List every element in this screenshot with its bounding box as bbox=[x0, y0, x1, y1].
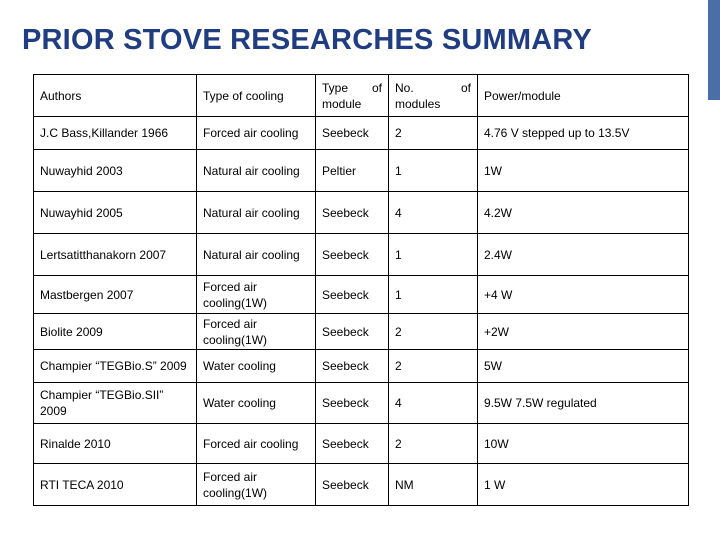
table-row bbox=[34, 383, 689, 424]
cell-module: Peltier bbox=[316, 150, 389, 192]
cell-power: 5W bbox=[478, 350, 689, 383]
cell-modules: 2 bbox=[389, 424, 478, 464]
cell-cooling: Forced air cooling bbox=[197, 424, 316, 464]
cell-cooling: Natural air cooling bbox=[197, 150, 316, 192]
table-row bbox=[34, 314, 689, 350]
summary-table bbox=[33, 74, 689, 506]
table-row bbox=[34, 464, 689, 506]
cell-module: Seebeck bbox=[316, 464, 389, 506]
cell-modules: 2 bbox=[389, 314, 478, 350]
cell-authors: J.C Bass,Killander 1966 bbox=[34, 117, 197, 150]
cell-cooling: Forced air cooling(1W) bbox=[197, 314, 316, 350]
header-cooling: Type of cooling bbox=[197, 75, 316, 117]
accent-bar bbox=[708, 0, 720, 100]
cell-cooling: Water cooling bbox=[197, 350, 316, 383]
cell-power: +4 W bbox=[478, 276, 689, 314]
cell-cooling: Natural air cooling bbox=[197, 192, 316, 234]
header-modules-line1: No. of bbox=[395, 80, 471, 95]
table-body bbox=[34, 117, 689, 506]
header-power: Power/module bbox=[478, 75, 689, 117]
table-row bbox=[34, 350, 689, 383]
header-module bbox=[316, 75, 389, 117]
cell-power: 1W bbox=[478, 150, 689, 192]
table-row bbox=[34, 117, 689, 150]
cell-modules: 1 bbox=[389, 234, 478, 276]
cell-authors: Nuwayhid 2005 bbox=[34, 192, 197, 234]
cell-cooling: Forced air cooling(1W) bbox=[197, 276, 316, 314]
header-modules bbox=[389, 75, 478, 117]
cell-authors: Champier “TEGBio.SII” 2009 bbox=[34, 383, 197, 424]
cell-power: 4.76 V stepped up to 13.5V bbox=[478, 117, 689, 150]
table-row bbox=[34, 276, 689, 314]
cell-modules: 4 bbox=[389, 383, 478, 424]
cell-module: Seebeck bbox=[316, 350, 389, 383]
cell-module: Seebeck bbox=[316, 383, 389, 424]
cell-modules: 1 bbox=[389, 150, 478, 192]
header-module-line2: module bbox=[322, 96, 362, 111]
cell-module: Seebeck bbox=[316, 314, 389, 350]
cell-modules: 2 bbox=[389, 350, 478, 383]
cell-module: Seebeck bbox=[316, 234, 389, 276]
header-modules-line2: modules bbox=[395, 96, 441, 111]
cell-authors: Nuwayhid 2003 bbox=[34, 150, 197, 192]
cell-authors: Lertsatitthanakorn 2007 bbox=[34, 234, 197, 276]
table-row bbox=[34, 424, 689, 464]
cell-power: 10W bbox=[478, 424, 689, 464]
cell-modules: 4 bbox=[389, 192, 478, 234]
cell-authors: Mastbergen 2007 bbox=[34, 276, 197, 314]
cell-power: +2W bbox=[478, 314, 689, 350]
header-module-line1: Type of bbox=[322, 80, 382, 95]
table-row bbox=[34, 150, 689, 192]
header-authors: Authors bbox=[34, 75, 197, 117]
cell-authors: Biolite 2009 bbox=[34, 314, 197, 350]
cell-authors: Rinalde 2010 bbox=[34, 424, 197, 464]
cell-cooling: Forced air cooling bbox=[197, 117, 316, 150]
cell-cooling: Water cooling bbox=[197, 383, 316, 424]
cell-modules: 2 bbox=[389, 117, 478, 150]
table-header-row bbox=[34, 75, 689, 117]
cell-module: Seebeck bbox=[316, 276, 389, 314]
table-row bbox=[34, 234, 689, 276]
cell-power: 9.5W 7.5W regulated bbox=[478, 383, 689, 424]
cell-module: Seebeck bbox=[316, 424, 389, 464]
table-row bbox=[34, 192, 689, 234]
slide-title: PRIOR STOVE RESEARCHES SUMMARY bbox=[22, 24, 592, 56]
cell-cooling: Forced air cooling(1W) bbox=[197, 464, 316, 506]
cell-module: Seebeck bbox=[316, 117, 389, 150]
cell-modules: NM bbox=[389, 464, 478, 506]
cell-power: 1 W bbox=[478, 464, 689, 506]
cell-power: 2.4W bbox=[478, 234, 689, 276]
cell-authors: RTI TECA 2010 bbox=[34, 464, 197, 506]
cell-authors: Champier “TEGBio.S” 2009 bbox=[34, 350, 197, 383]
cell-module: Seebeck bbox=[316, 192, 389, 234]
cell-modules: 1 bbox=[389, 276, 478, 314]
cell-cooling: Natural air cooling bbox=[197, 234, 316, 276]
cell-power: 4.2W bbox=[478, 192, 689, 234]
